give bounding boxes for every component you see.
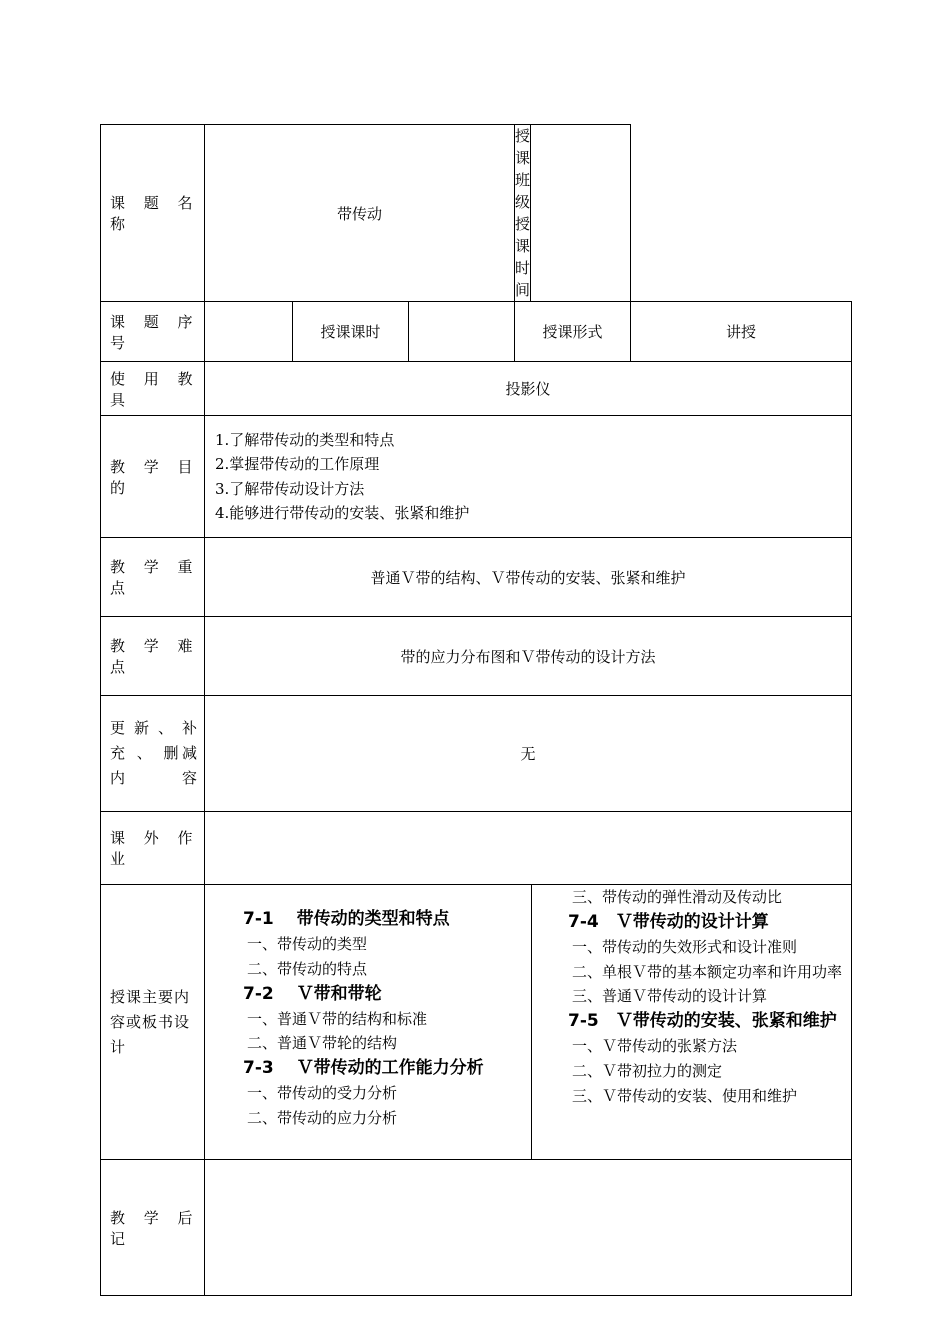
board-left-column xyxy=(205,885,532,1160)
tools-row xyxy=(101,362,852,416)
board-section-heading: 7-1 带传动的类型和特点 xyxy=(243,909,450,929)
hours-label: 授课课时 xyxy=(293,302,409,362)
board-right-list xyxy=(540,885,845,1109)
board-subitem: 二、带传动的应力分析 xyxy=(247,1108,398,1127)
board-row xyxy=(101,885,852,1160)
board-subitem: 一、带传动的受力分析 xyxy=(247,1084,398,1103)
difficulties-value: 带的应力分布图和Ｖ带传动的设计方法 xyxy=(205,617,852,696)
board-left-list xyxy=(243,907,531,1131)
updates-label-line: 内 容 xyxy=(110,769,197,787)
class-time-label-cell xyxy=(515,125,531,302)
key-points-label: 教 学 重 点 xyxy=(101,538,205,617)
board-label: 授课主要内容或板书设计 xyxy=(101,885,205,1160)
board-subitem: 一、带传动的类型 xyxy=(247,935,368,953)
form-value: 讲授 xyxy=(631,302,852,362)
updates-label-line: 充 、 删减 xyxy=(110,744,197,762)
board-section-heading: 7-2 Ｖ带和带轮 xyxy=(243,983,382,1004)
board-subitem: 三、带传动的弹性滑动及传动比 xyxy=(572,888,783,906)
tools-value: 投影仪 xyxy=(205,362,852,416)
form-label: 授课形式 xyxy=(515,302,631,362)
tools-label: 使 用 教 具 xyxy=(101,362,205,416)
key-points-value: 普通Ｖ带的结构、Ｖ带传动的安装、张紧和维护 xyxy=(205,538,852,617)
goal-item: 3.了解带传动设计方法 xyxy=(215,479,365,498)
topic-name-value xyxy=(205,125,515,302)
updates-row xyxy=(101,696,852,812)
lesson-plan-form xyxy=(100,124,851,1296)
homework-value xyxy=(205,812,852,885)
goal-item: 1.了解带传动的类型和特点 xyxy=(215,430,395,449)
goals-row xyxy=(101,416,852,538)
board-section-heading: 7-5 Ｖ带传动的安装、张紧和维护 xyxy=(568,1011,837,1032)
key-points-row xyxy=(101,538,852,617)
topic-name-text: 带传动 xyxy=(337,204,383,223)
main-table xyxy=(100,361,852,1296)
goal-item: 2.掌握带传动的工作原理 xyxy=(215,455,380,473)
board-subitem: 三、普通Ｖ带传动的设计计算 xyxy=(572,987,768,1006)
lesson-plan-table xyxy=(100,124,852,302)
difficulties-label: 教 学 难 点 xyxy=(101,617,205,696)
goals-list xyxy=(205,416,852,538)
class-label: 授课班级 xyxy=(515,127,531,211)
board-section-heading: 7-3 Ｖ带传动的工作能力分析 xyxy=(243,1058,484,1079)
board-subitem: 三、Ｖ带传动的安装、使用和维护 xyxy=(572,1086,798,1105)
homework-row xyxy=(101,812,852,885)
updates-label-line: 更 新 、 补 xyxy=(110,719,197,737)
board-subitem: 二、单根Ｖ带的基本额定功率和许用功率 xyxy=(572,962,843,981)
board-subitem: 二、Ｖ带初拉力的测定 xyxy=(572,1061,723,1080)
difficulties-row xyxy=(101,617,852,696)
homework-label: 课 外 作 业 xyxy=(101,812,205,885)
board-right-column xyxy=(532,885,852,1160)
updates-value: 无 xyxy=(205,696,852,812)
hours-value xyxy=(409,302,515,362)
board-subitem: 二、带传动的特点 xyxy=(247,959,368,978)
goals-label: 教 学 目 的 xyxy=(101,416,205,538)
class-time-value xyxy=(531,125,631,302)
goal-item: 4.能够进行带传动的安装、张紧和维护 xyxy=(215,504,470,522)
board-section-heading: 7-4 Ｖ带传动的设计计算 xyxy=(568,911,769,932)
topic-seq-value xyxy=(205,302,293,362)
board-subitem: 一、带传动的失效形式和设计准则 xyxy=(572,937,798,956)
board-subitem: 一、普通Ｖ带的结构和标准 xyxy=(247,1009,428,1028)
topic-name-label: 课 题 名 称 xyxy=(101,125,205,302)
postscript-value xyxy=(205,1160,852,1296)
topic-seq-table xyxy=(100,301,852,362)
time-label: 授课时间 xyxy=(515,215,531,299)
board-subitem: 二、普通Ｖ带轮的结构 xyxy=(247,1034,398,1053)
postscript-label: 教 学 后 记 xyxy=(101,1160,205,1296)
topic-seq-label: 课 题 序 号 xyxy=(101,302,205,362)
board-subitem: 一、Ｖ带传动的张紧方法 xyxy=(572,1037,738,1056)
topic-seq-row xyxy=(101,302,852,362)
postscript-row xyxy=(101,1160,852,1296)
updates-label xyxy=(101,696,205,812)
topic-name-row xyxy=(101,125,852,302)
